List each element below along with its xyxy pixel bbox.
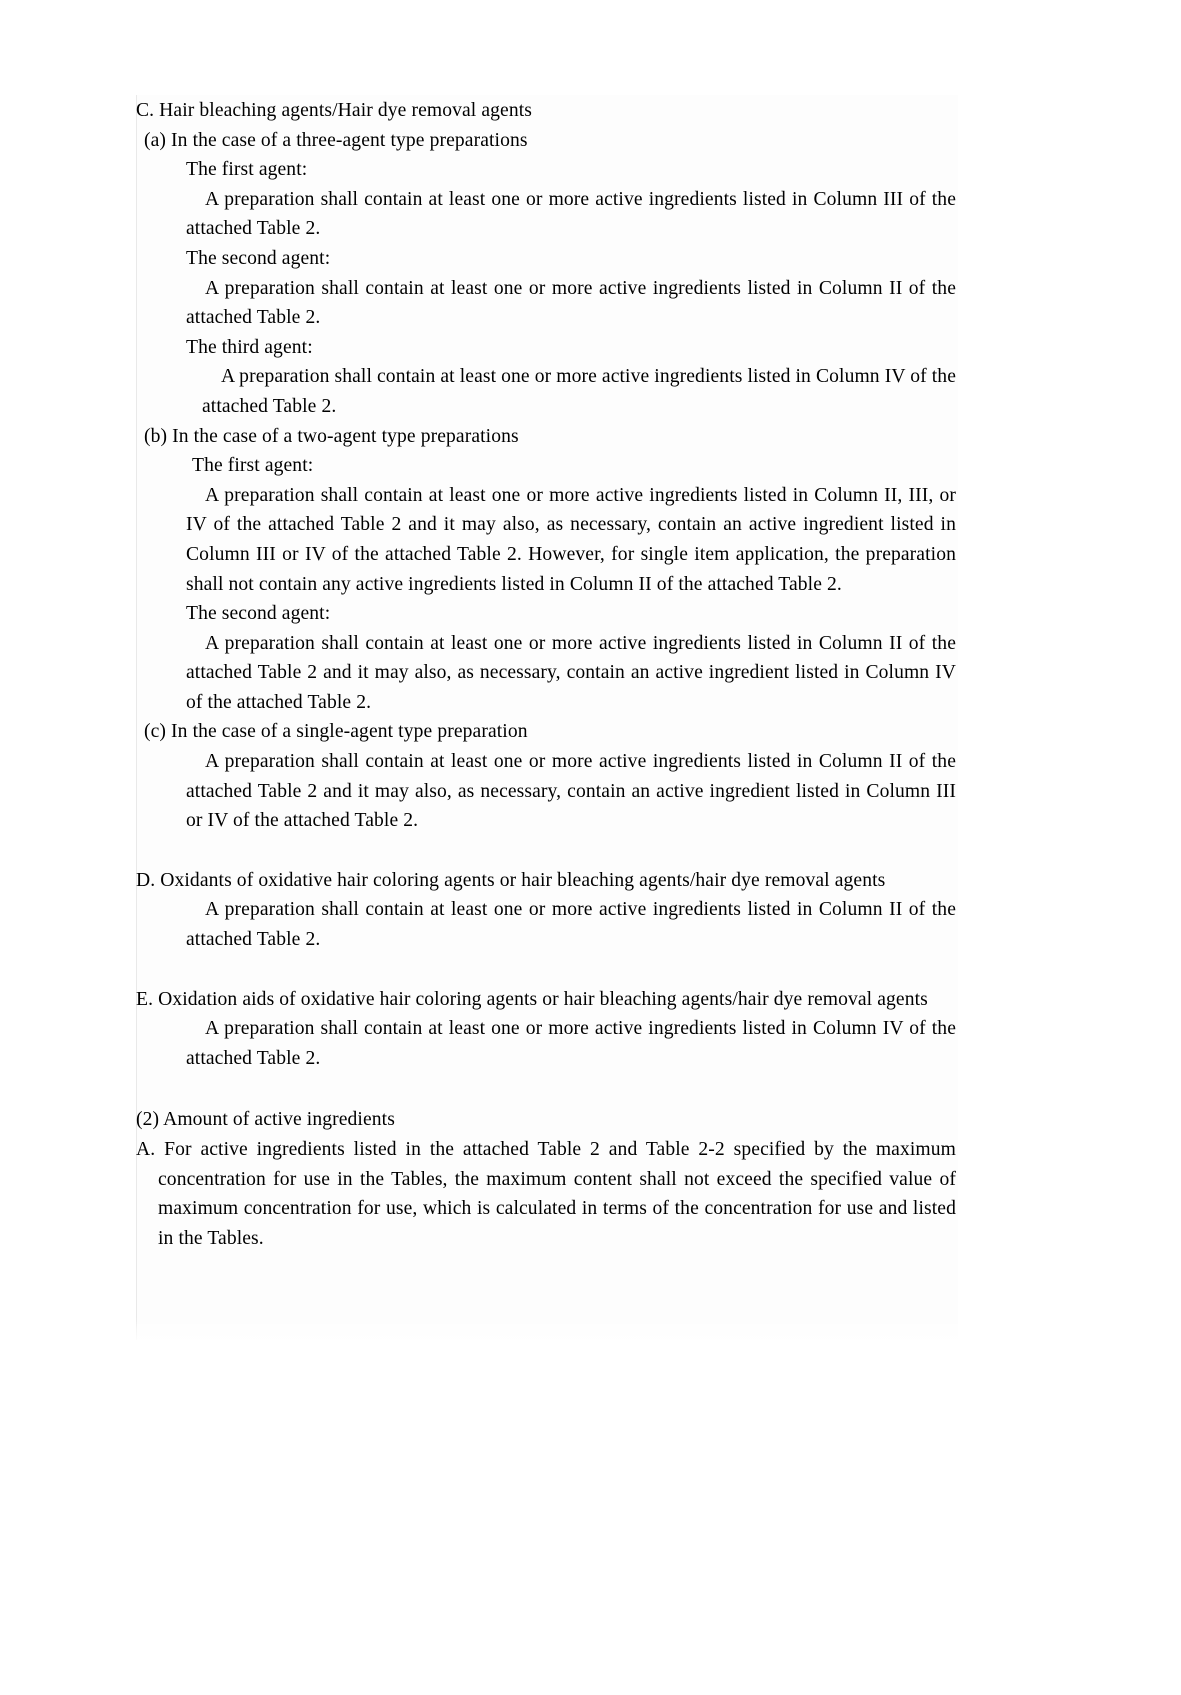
- section-c-b-first-agent-text: A preparation shall contain at least one or more active ingredients listed in Column II, III, or IV of the attached Table 2 and it may also, as necessary, contain an active ingredient listed in Column III or IV of the attached Table 2. However, for single item application, the preparation shall not contain any active ingredients listed in Column II of the attached Table 2.: [186, 484, 956, 595]
- section-spacer-e-item2: [136, 1073, 956, 1105]
- section-spacer-d-e: [136, 955, 956, 985]
- item2-heading: (2) Amount of active ingredients: [136, 1109, 395, 1131]
- section-c-a-heading: (a) In the case of a three-agent type preparations: [144, 129, 528, 151]
- section-c-a-third-agent-text: A preparation shall contain at least one or more active ingredients listed in Column IV of the attached Table 2.: [202, 366, 956, 417]
- section-c-b-first-agent-label: The first agent:: [192, 455, 314, 477]
- section-c-a-second-agent-text: A preparation shall contain at least one or more active ingredients listed in Column II of the attached Table 2.: [186, 277, 956, 329]
- section-c-a-second-agent-label: The second agent:: [186, 247, 331, 269]
- section-d-text: A preparation shall contain at least one or more active ingredients listed in Column II of the attached Table 2.: [186, 899, 956, 951]
- document-body: [136, 96, 956, 1253]
- section-c-b-second-agent-label: The second agent:: [186, 603, 331, 625]
- section-c-c-text: A preparation shall contain at least one or more active ingredients listed in Column II of the attached Table 2 and it may also, as necessary, contain an active ingredient listed in Column III or IV of the attached Table 2.: [186, 751, 956, 832]
- item2-a-text: A. For active ingredients listed in the attached Table 2 and Table 2-2 specified by the maximum concentration for use in the Tables, the maximum content shall not exceed the specified value of maximum concentration for use, which is calculated in terms of the concentration for use and listed in the Tables.: [136, 1139, 956, 1249]
- section-c-a-third-agent-label: The third agent:: [186, 336, 313, 358]
- section-d-heading: D. Oxidants of oxidative hair coloring agents or hair bleaching agents/hair dye removal agents: [136, 869, 886, 891]
- section-spacer-c-d: [136, 836, 956, 866]
- section-c-heading: C. Hair bleaching agents/Hair dye removal agents: [136, 100, 532, 121]
- section-c-b-heading: (b) In the case of a two-agent type preparations: [144, 425, 519, 447]
- section-c-a-first-agent-text: A preparation shall contain at least one or more active ingredients listed in Column III of the attached Table 2.: [186, 188, 956, 240]
- section-c-c-heading: (c) In the case of a single-agent type preparation: [144, 721, 528, 743]
- section-c-b-second-agent-text: A preparation shall contain at least one or more active ingredients listed in Column II of the attached Table 2 and it may also, as necessary, contain an active ingredient listed in Column IV of the attached Table 2.: [186, 632, 956, 713]
- section-e-text: A preparation shall contain at least one or more active ingredients listed in Column IV of the attached Table 2.: [186, 1018, 956, 1069]
- section-e-heading: E. Oxidation aids of oxidative hair coloring agents or hair bleaching agents/hair dye removal agents: [136, 988, 928, 1010]
- section-c-a-first-agent-label: The first agent:: [186, 159, 308, 181]
